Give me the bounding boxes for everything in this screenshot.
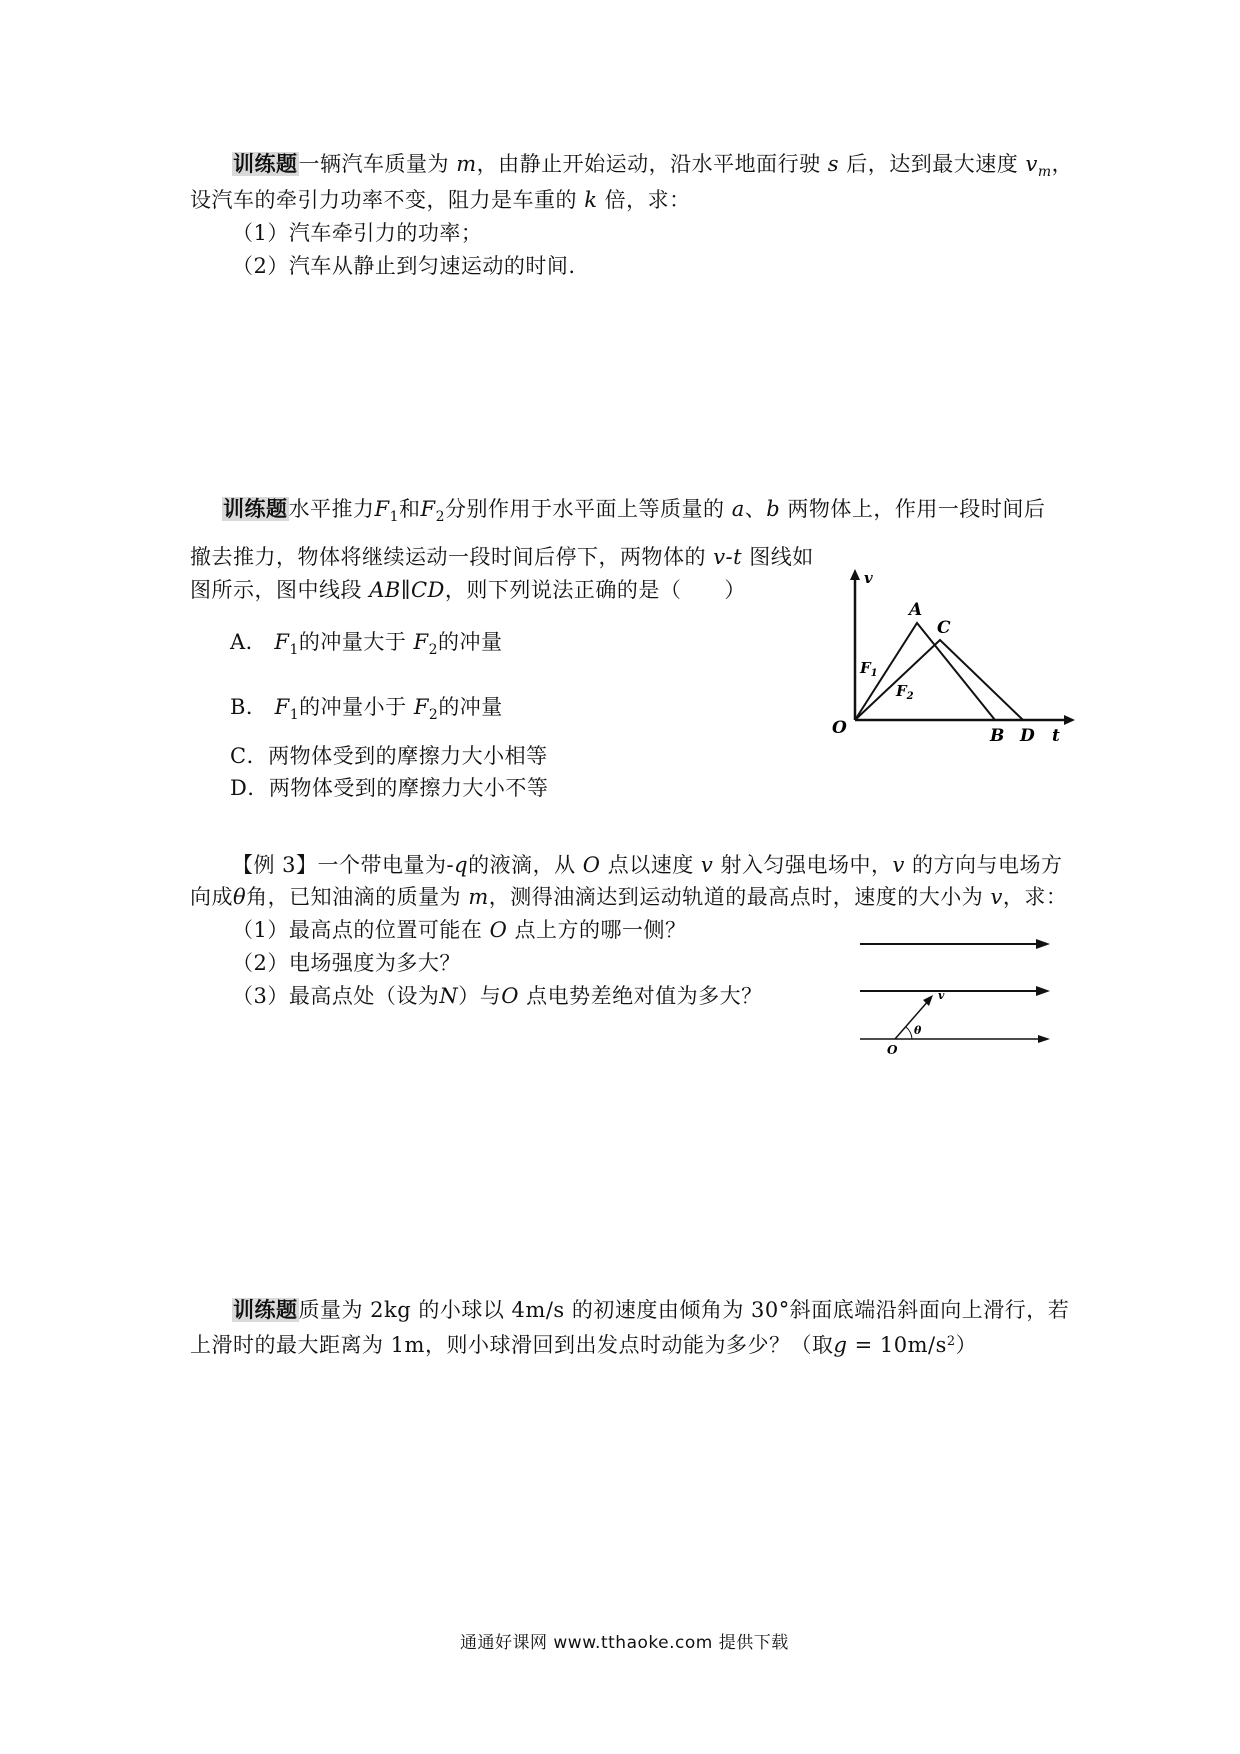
graph-label-b: B	[990, 726, 1005, 746]
example3-line2: 向成θ角，已知油滴的质量为 m，测得油滴达到运动轨道的最高点时，速度的大小为 v，求：	[190, 885, 1068, 909]
graph-label-t: t	[1052, 726, 1060, 746]
velocity-vector	[895, 1000, 929, 1039]
problem2-option-c: C．两物体受到的摩擦力大小相等	[230, 744, 548, 768]
field-arrow-3	[1038, 1035, 1050, 1043]
graph-label-a: A	[909, 600, 923, 620]
problem2-line3: 图所示，图中线段 AB∥CD，则下列说法正确的是（ ）	[190, 578, 746, 602]
graph-label-v: v	[864, 569, 873, 587]
figure-label-theta: θ	[914, 1024, 922, 1037]
graph-label-c: C	[937, 618, 951, 638]
problem1-tag: 训练题	[233, 152, 298, 176]
problem4-line2: 上滑时的最大距离为 1m，则小球滑回到出发点时动能为多少？（取$g = 10m/s^2$）	[190, 1333, 978, 1357]
field-arrow-1	[1036, 939, 1050, 949]
graph-label-o: O	[832, 718, 847, 738]
graph-label-f2: $F_2$	[896, 682, 914, 702]
problem4-line1: 训练题质量为 2kg 的小球以 4m/s 的初速度由倾角为 30°斜面底端沿斜面向上滑行，若	[233, 1298, 1070, 1322]
graph-label-f1: $F_1$	[860, 659, 878, 679]
problem2-line2: 撤去推力，物体将继续运动一段时间后停下，两物体的 v-t 图线如	[190, 545, 814, 569]
example3-question2: （2）电场强度为多大？	[232, 951, 461, 975]
t-axis-arrow	[1064, 715, 1075, 725]
theta-arc	[906, 1027, 912, 1039]
example3-question3: （3）最高点处（设为N）与O 点电势差绝对值为多大？	[232, 984, 763, 1008]
example3-question1: （1）最高点的位置可能在 O 点上方的哪一侧？	[232, 918, 687, 942]
problem2-tag: 训练题	[223, 497, 288, 521]
example3-line1: 【例 3】一个带电量为-q的液滴，从 O 点以速度 v 射入匀强电场中，v 的方向与电场方	[232, 853, 1063, 877]
electric-field-figure	[850, 930, 1060, 1055]
problem1-line1: 训练题一辆汽车质量为 m，由静止开始运动，沿水平地面行驶 s 后，达到最大速度 $v_m$，	[233, 152, 1074, 180]
graph-label-d: D	[1020, 726, 1035, 746]
field-arrow-2	[1036, 986, 1050, 996]
problem2-option-a: A． $F_1$的冲量大于 $F_2$的冲量	[230, 630, 503, 658]
vt-graph	[830, 565, 1080, 750]
problem1-line2: 设汽车的牵引力功率不变，阻力是车重的 k 倍，求：	[190, 188, 691, 212]
problem1-question1: （1）汽车牵引力的功率；	[232, 221, 483, 245]
problem2-line1: 训练题水平推力$F_1$和$F_2$分别作用于水平面上等质量的 a、b 两物体上，作用一段时间后	[223, 497, 1046, 525]
figure-label-o: O	[887, 1043, 898, 1055]
problem2-option-d: D．两物体受到的摩擦力大小不等	[230, 776, 549, 800]
v-axis-arrow	[850, 569, 860, 580]
figure-label-v: v	[938, 989, 945, 1002]
problem1-question2: （2）汽车从静止到匀速运动的时间.	[232, 254, 576, 278]
problem2-option-b: B． $F_1$的冲量小于 $F_2$的冲量	[230, 695, 503, 723]
example3-tag: 【例 3】	[232, 853, 318, 877]
page-footer: 通通好课网 www.tthaoke.com 提供下载	[460, 1633, 789, 1653]
problem4-tag: 训练题	[233, 1298, 298, 1322]
